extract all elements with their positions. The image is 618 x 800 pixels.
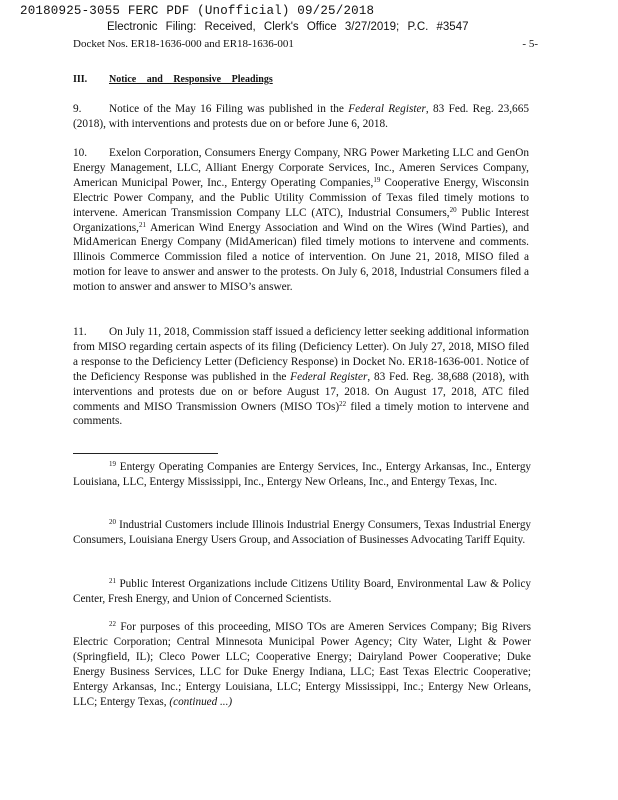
page-number: - 5- (522, 38, 538, 50)
paragraph-9: 9. Notice of the May 16 Filing was published in the Federal Register, 83 Fed. Reg. 23,665 (2018), with interventions and protests due on or before June 6, 2018. (73, 103, 530, 130)
continued-marker: (continued ...) (169, 696, 233, 708)
section-number: III. (73, 74, 88, 85)
footnote-19: $^{19}$ Entergy Operating Companies are Entergy Services, Inc., Entergy Arkansas, Inc., Entergy Louisiana, LLC, Entergy Mississippi, Inc., Entergy New Orleans, Inc., and Entergy Texas, Inc. (73, 460, 532, 488)
footnote-20: $^{20}$ Industrial Customers include Illinois Industrial Energy Consumers, Texas Industrial Energy Consumers, Louisiana Energy Users Group, and Association of Businesses Advocating Tariff Equity. (73, 518, 532, 546)
paragraph-10: 10. Exelon Corporation, Consumers Energy Company, NRG Power Marketing LLC and GenOn Energy Management, LLC, Alliant Energy Corporate Services, Inc., Ameren Services Company, American Municipal Power, Inc., Entergy Operating Companies,$^{19}$ Cooperative Energy, Wisconsin Electric Power Company, and the Public Utility Commission of Texas filed timely motions to intervene. American Transmission Company LLC (ATC), Industrial Consumers,$^{20}$ Public Interest Organizations,$^{21}$ American Wind Energy Association and Wind on the Wires (Wind Parties), and MidAmerican Energy Company (MidAmerican) filed timely motions to intervene and comments. Illinois Commerce Commission filed a notice of intervention. On June 21, 2018, MISO filed a motion for leave to answer and answer to the protests. On July 6, 2018, Industrial Consumers filed a motion to answer and answer to MISO’s answer. (73, 147, 530, 294)
footnote-ref[interactable]: 22 (339, 399, 347, 408)
efiling-header: Electronic Filing: Received, Clerk's Office 3/27/2019; P.C. #3547 (107, 21, 469, 33)
paragraph-number: 10. (73, 147, 88, 159)
paragraph-number: 11. (73, 326, 87, 338)
footnote-number: 20 (109, 518, 116, 526)
federal-register: Federal Register (290, 370, 368, 383)
section-title: Notice and Responsive Pleadings (109, 74, 273, 85)
footnote-ref[interactable]: 19 (373, 175, 381, 184)
footnote-21: $^{21}$ Public Interest Organizations include Citizens Utility Board, Environmental Law & Policy Center, Fresh Energy, and Union of Concerned Scientists. (73, 577, 532, 605)
footnote-number: 21 (109, 577, 116, 585)
paragraph-11: 11. On July 11, 2018, Commission staff issued a deficiency letter seeking additional information from MISO regarding certain aspects of its filing (Deficiency Letter). On July 27, 2018, MISO filed a response to the Deficiency Letter (Deficiency Response) in Docket No. ER18-1636-001. Notice of the Deficiency Response was published in the Federal Register, 83 Fed. Reg. 38,688 (2018), with interventions and protests due on or before August 17, 2018. On August 17, 2018, ATC filed comments and MISO Transmission Owners (MISO TOs)$^{22}$ filed a timely motion to intervene and comments. (73, 326, 530, 428)
footnote-ref[interactable]: 21 (139, 220, 146, 229)
section-heading (73, 74, 273, 85)
paragraph-number: 9. (73, 103, 82, 115)
ferc-stamp: 20180925-3055 FERC PDF (Unofficial) 09/25/2018 (20, 4, 375, 18)
footnote-number: 22 (109, 620, 116, 628)
federal-register: Federal Register (348, 103, 426, 115)
footnote-ref[interactable]: 20 (449, 205, 457, 214)
docket-numbers: Docket Nos. ER18-1636-000 and ER18-1636-001 (73, 38, 294, 50)
footnote-number: 19 (109, 460, 116, 468)
docket-line (73, 38, 538, 50)
footnote-22: $^{22}$ For purposes of this proceeding, MISO TOs are Ameren Services Company; Big Rivers Electric Corporation; Central Minnesota Municipal Power Agency; City Water, Light & Power (Springfield, IL); Cleco Power LLC; Cooperative Energy; Dairyland Power Cooperative; Duke Energy Business Services, LLC for Duke Energy Indiana, LLC; East Texas Electric Cooperative; Entergy Arkansas, Inc.; Entergy Louisiana, LLC; Entergy Mississippi, Inc.; Entergy New Orleans, LLC; Entergy Texas, (continued ...) (73, 620, 532, 708)
footnote-divider (73, 453, 218, 454)
